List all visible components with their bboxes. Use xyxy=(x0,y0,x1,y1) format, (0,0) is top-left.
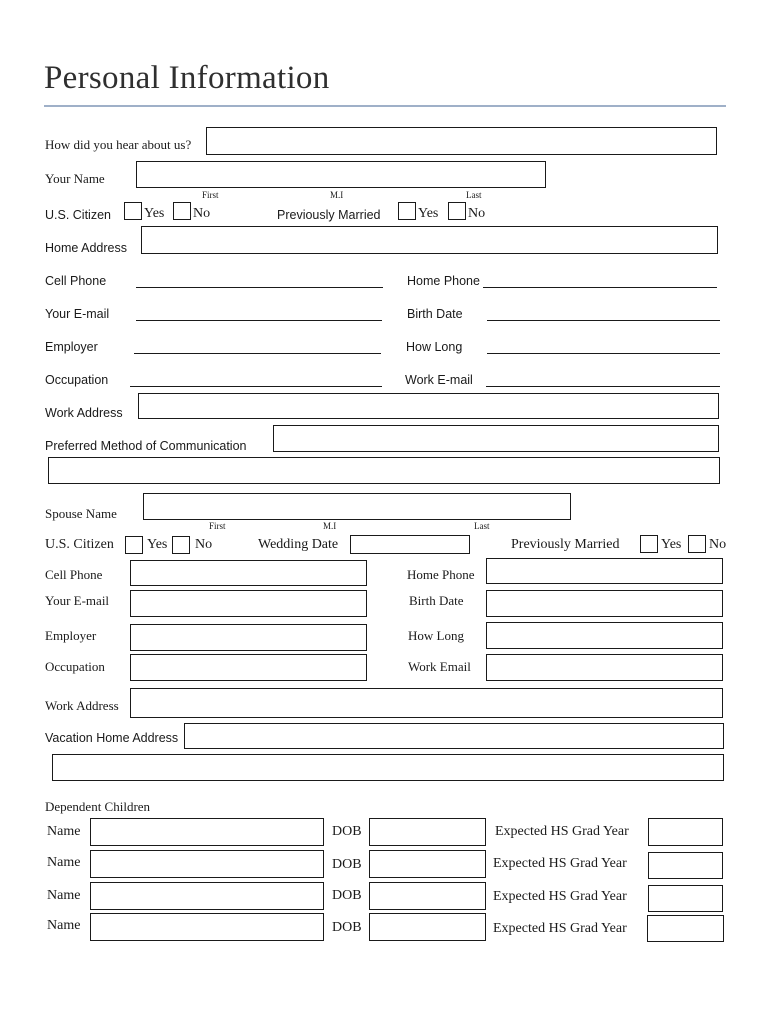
spouse-occupation-input[interactable] xyxy=(130,654,367,681)
spouse-citizen-no-checkbox[interactable] xyxy=(172,536,190,554)
occupation-line[interactable] xyxy=(130,386,382,387)
child-4-dob-label: DOB xyxy=(332,920,362,935)
married-no-checkbox[interactable] xyxy=(448,202,466,220)
spouse-name-label: Spouse Name xyxy=(45,506,117,521)
spouse-work-email-input[interactable] xyxy=(486,654,723,681)
title-divider xyxy=(44,105,726,107)
employer-label: Employer xyxy=(45,340,98,354)
spouse-married-no-checkbox[interactable] xyxy=(688,535,706,553)
spouse-citizen-label: U.S. Citizen xyxy=(45,537,114,552)
child-2-dob-input[interactable] xyxy=(369,850,486,878)
spouse-how-long-input[interactable] xyxy=(486,622,723,649)
spouse-last-caption: Last xyxy=(474,521,490,531)
spouse-citizen-no-label: No xyxy=(195,537,213,552)
name-mi-caption: M.I xyxy=(330,190,344,200)
comm-label: Preferred Method of Communication xyxy=(45,439,247,453)
spouse-how-long-label: How Long xyxy=(408,628,464,643)
name-first-caption: First xyxy=(202,190,219,200)
vacation-input-extra[interactable] xyxy=(52,754,724,781)
spouse-married-no-label: No xyxy=(709,537,727,552)
child-3-name-input[interactable] xyxy=(90,882,324,910)
how-long-label: How Long xyxy=(406,340,463,354)
child-3-name-label: Name xyxy=(47,888,81,903)
spouse-citizen-yes-label: Yes xyxy=(147,537,168,552)
home-phone-line[interactable] xyxy=(483,287,717,288)
child-4-name-input[interactable] xyxy=(90,913,324,941)
child-2-name-label: Name xyxy=(47,855,81,870)
occupation-label: Occupation xyxy=(45,373,109,387)
spouse-work-email-label: Work Email xyxy=(408,659,471,674)
spouse-home-phone-input[interactable] xyxy=(486,558,723,584)
spouse-employer-input[interactable] xyxy=(130,624,367,651)
child-4-dob-input[interactable] xyxy=(369,913,486,941)
child-3-dob-label: DOB xyxy=(332,888,362,903)
spouse-occupation-label: Occupation xyxy=(45,659,105,674)
spouse-work-address-input[interactable] xyxy=(130,688,723,718)
child-3-dob-input[interactable] xyxy=(369,882,486,910)
citizen-no-label: No xyxy=(193,206,211,221)
vacation-label: Vacation Home Address xyxy=(45,731,179,745)
children-heading: Dependent Children xyxy=(45,799,151,814)
work-address-input[interactable] xyxy=(138,393,719,419)
child-4-name-label: Name xyxy=(47,918,81,933)
spouse-citizen-yes-checkbox[interactable] xyxy=(125,536,143,554)
child-4-grad-label: Expected HS Grad Year xyxy=(493,921,627,936)
married-label: Previously Married xyxy=(277,208,381,222)
child-2-grad-input[interactable] xyxy=(648,852,723,879)
home-address-input[interactable] xyxy=(141,226,718,254)
married-yes-checkbox[interactable] xyxy=(398,202,416,220)
birth-label: Birth Date xyxy=(407,307,463,321)
name-label: Your Name xyxy=(45,171,105,186)
child-1-grad-input[interactable] xyxy=(648,818,723,846)
employer-line[interactable] xyxy=(134,353,381,354)
married-yes-label: Yes xyxy=(418,206,439,221)
child-1-name-input[interactable] xyxy=(90,818,324,846)
work-address-label: Work Address xyxy=(45,406,123,420)
child-2-dob-label: DOB xyxy=(332,857,362,872)
home-phone-label: Home Phone xyxy=(407,274,480,288)
citizen-yes-label: Yes xyxy=(144,206,165,221)
how-long-line[interactable] xyxy=(487,353,720,354)
child-3-grad-input[interactable] xyxy=(648,885,723,912)
spouse-married-yes-checkbox[interactable] xyxy=(640,535,658,553)
spouse-name-input[interactable] xyxy=(143,493,571,520)
child-1-name-label: Name xyxy=(47,824,81,839)
child-2-name-input[interactable] xyxy=(90,850,324,878)
child-1-grad-label: Expected HS Grad Year xyxy=(495,824,629,839)
name-last-caption: Last xyxy=(466,190,482,200)
spouse-email-label: Your E-mail xyxy=(45,593,110,608)
comm-input[interactable] xyxy=(273,425,719,452)
hear-input[interactable] xyxy=(206,127,717,155)
citizen-label: U.S. Citizen xyxy=(45,208,111,222)
citizen-yes-checkbox[interactable] xyxy=(124,202,142,220)
birth-line[interactable] xyxy=(487,320,720,321)
spouse-married-label: Previously Married xyxy=(511,537,620,552)
spouse-cell-input[interactable] xyxy=(130,560,367,586)
child-4-grad-input[interactable] xyxy=(647,915,724,942)
citizen-no-checkbox[interactable] xyxy=(173,202,191,220)
comm-input-extra[interactable] xyxy=(48,457,720,484)
vacation-input[interactable] xyxy=(184,723,724,749)
spouse-first-caption: First xyxy=(209,521,226,531)
married-no-label: No xyxy=(468,206,486,221)
work-email-label: Work E-mail xyxy=(405,373,473,387)
page-title: Personal Information xyxy=(44,60,330,96)
spouse-work-address-label: Work Address xyxy=(45,698,119,713)
spouse-married-yes-label: Yes xyxy=(661,537,682,552)
spouse-home-phone-label: Home Phone xyxy=(407,567,475,582)
spouse-email-input[interactable] xyxy=(130,590,367,617)
spouse-employer-label: Employer xyxy=(45,628,97,643)
wedding-input[interactable] xyxy=(350,535,470,554)
spouse-birth-input[interactable] xyxy=(486,590,723,617)
home-address-label: Home Address xyxy=(45,241,127,255)
cell-label: Cell Phone xyxy=(45,274,107,288)
child-1-dob-input[interactable] xyxy=(369,818,486,846)
hear-label: How did you hear about us? xyxy=(45,137,192,152)
cell-line[interactable] xyxy=(136,287,383,288)
child-1-dob-label: DOB xyxy=(332,824,362,839)
spouse-mi-caption: M.I xyxy=(323,521,337,531)
spouse-birth-label: Birth Date xyxy=(409,593,464,608)
wedding-label: Wedding Date xyxy=(258,537,339,552)
email-line[interactable] xyxy=(136,320,382,321)
child-2-grad-label: Expected HS Grad Year xyxy=(493,856,627,871)
name-input[interactable] xyxy=(136,161,546,188)
work-email-line[interactable] xyxy=(486,386,720,387)
child-3-grad-label: Expected HS Grad Year xyxy=(493,889,627,904)
spouse-cell-label: Cell Phone xyxy=(45,567,103,582)
email-label: Your E-mail xyxy=(45,307,110,321)
